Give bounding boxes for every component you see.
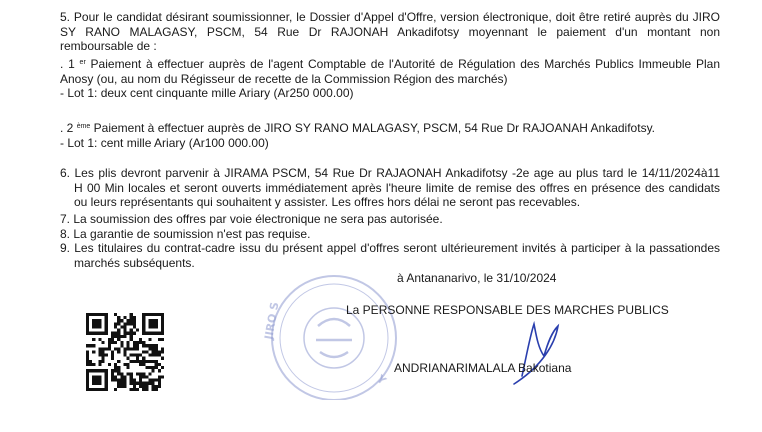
qr-module	[142, 388, 145, 391]
qr-module	[133, 347, 136, 350]
place-date: à Antananarivo, le 31/10/2024	[397, 271, 557, 285]
qr-module	[92, 319, 101, 328]
qr-module	[120, 382, 123, 385]
qr-code	[86, 313, 164, 391]
qr-module	[161, 350, 164, 353]
qr-module	[114, 379, 117, 382]
qr-module	[120, 379, 123, 382]
qr-module	[102, 360, 105, 363]
svg-text:JIRO S: JIRO S	[262, 301, 282, 341]
qr-module	[155, 354, 158, 357]
qr-module	[117, 329, 120, 332]
qr-module	[133, 319, 136, 322]
qr-module	[117, 360, 120, 363]
qr-module	[127, 344, 130, 347]
qr-module	[148, 372, 151, 375]
qr-module	[114, 366, 117, 369]
qr-module	[155, 379, 158, 382]
qr-module	[133, 341, 136, 344]
qr-module	[148, 319, 157, 328]
payment-1-lot: - Lot 1: deux cent cinquante mille Ariary (Ar250 000.00)	[60, 86, 354, 100]
payment-1-sup: er	[79, 59, 86, 66]
qr-module	[108, 363, 111, 366]
qr-module	[145, 366, 148, 369]
qr-module	[123, 316, 126, 319]
item-6	[60, 166, 720, 210]
qr-module	[130, 354, 133, 357]
qr-module	[145, 375, 148, 378]
qr-module	[117, 319, 120, 322]
qr-module	[133, 325, 136, 328]
qr-module	[114, 369, 117, 372]
qr-module	[130, 313, 133, 316]
qr-module	[130, 322, 133, 325]
qr-module	[127, 372, 130, 375]
qr-module	[117, 332, 120, 335]
qr-module	[152, 344, 155, 347]
qr-module	[92, 363, 95, 366]
qr-module	[117, 322, 120, 325]
qr-module	[117, 369, 120, 372]
payment-2	[60, 121, 720, 150]
qr-module	[139, 338, 142, 341]
qr-module	[155, 344, 158, 347]
qr-module	[123, 347, 126, 350]
payment-2-text: Paiement à effectuer auprès de JIRO SY RANO MALAGASY, PSCM, 54 Rue Dr RAJOANAH Ankadifotsy.	[93, 121, 656, 135]
qr-module	[152, 369, 155, 372]
qr-module	[102, 341, 105, 344]
qr-module	[139, 375, 142, 378]
qr-module	[148, 360, 151, 363]
qr-module	[86, 344, 89, 347]
qr-module	[114, 322, 117, 325]
qr-module	[114, 335, 117, 338]
qr-module	[127, 366, 130, 369]
qr-module	[152, 350, 155, 353]
qr-module	[133, 344, 136, 347]
qr-module	[133, 382, 136, 385]
qr-module	[98, 360, 101, 363]
qr-module	[133, 332, 136, 335]
qr-module	[130, 379, 133, 382]
qr-module	[98, 354, 101, 357]
payment-1-line-1	[60, 57, 720, 72]
qr-module	[117, 335, 120, 338]
qr-module	[123, 350, 126, 353]
item-9-line-2: marchés subséquents.	[74, 255, 195, 270]
qr-module	[136, 372, 139, 375]
qr-module	[161, 347, 164, 350]
qr-module	[142, 350, 145, 353]
qr-module	[92, 350, 95, 353]
qr-module	[142, 385, 145, 388]
qr-module	[130, 360, 133, 363]
qr-module	[133, 360, 136, 363]
qr-module	[139, 379, 142, 382]
qr-module	[136, 347, 139, 350]
qr-module	[155, 385, 158, 388]
qr-module	[120, 372, 123, 375]
qr-module	[155, 347, 158, 350]
qr-module	[158, 375, 161, 378]
qr-module	[123, 332, 126, 335]
qr-module	[86, 350, 89, 353]
qr-module	[123, 329, 126, 332]
qr-module	[130, 319, 133, 322]
qr-module	[120, 341, 123, 344]
qr-module	[120, 319, 123, 322]
qr-module	[161, 375, 164, 378]
qr-module	[130, 382, 133, 385]
qr-module	[123, 322, 126, 325]
qr-module	[111, 372, 114, 375]
qr-module	[152, 379, 155, 382]
qr-module	[86, 357, 89, 360]
qr-module	[111, 357, 114, 360]
qr-module	[148, 379, 151, 382]
qr-module	[152, 388, 155, 391]
qr-module	[114, 388, 117, 391]
qr-module	[111, 341, 114, 344]
handwritten-signature	[500, 318, 570, 388]
qr-module	[127, 357, 130, 360]
qr-module	[117, 347, 120, 350]
qr-module	[145, 344, 148, 347]
qr-module	[130, 332, 133, 335]
qr-module	[127, 363, 130, 366]
qr-module	[133, 379, 136, 382]
qr-module	[152, 360, 155, 363]
qr-module	[102, 350, 105, 353]
qr-module	[108, 347, 111, 350]
qr-module	[127, 332, 130, 335]
qr-module	[142, 360, 145, 363]
qr-module	[145, 350, 148, 353]
qr-module	[123, 354, 126, 357]
qr-module	[130, 335, 133, 338]
qr-module	[158, 363, 161, 366]
qr-module	[98, 350, 101, 353]
qr-module	[123, 375, 126, 378]
qr-module	[98, 347, 101, 350]
qr-module	[152, 366, 155, 369]
qr-module	[136, 360, 139, 363]
qr-module	[139, 360, 142, 363]
qr-module	[136, 329, 139, 332]
qr-module	[148, 366, 151, 369]
qr-module	[117, 379, 120, 382]
qr-module	[98, 363, 101, 366]
qr-module	[123, 335, 126, 338]
qr-module	[152, 347, 155, 350]
qr-module	[127, 322, 130, 325]
qr-module	[111, 375, 114, 378]
qr-module	[127, 319, 130, 322]
qr-module	[152, 385, 155, 388]
qr-module	[92, 338, 95, 341]
qr-module	[142, 363, 145, 366]
payment-1-line-2: Anosy (ou, au nom du Régisseur de recette de la Commission Région des marchés)	[60, 71, 508, 86]
payment-1-text: Paiement à effectuer auprès de l'agent Comptable de l'Autorité de Régulation des Marchés Publics Immeuble Plan	[90, 57, 720, 71]
qr-module	[117, 338, 120, 341]
qr-module	[148, 338, 151, 341]
qr-module	[133, 322, 136, 325]
qr-module	[108, 341, 111, 344]
item-5-line-3: remboursable de :	[60, 39, 157, 53]
qr-module	[145, 360, 148, 363]
qr-module	[148, 354, 151, 357]
payment-2-prefix: . 2	[60, 121, 74, 135]
qr-module	[89, 360, 92, 363]
qr-module	[120, 344, 123, 347]
qr-module	[142, 375, 145, 378]
item-7-9	[60, 212, 720, 270]
qr-module	[148, 382, 151, 385]
payment-1-prefix: . 1	[60, 57, 75, 71]
qr-module	[161, 338, 164, 341]
qr-module	[86, 363, 89, 366]
qr-module	[111, 354, 114, 357]
qr-module	[123, 379, 126, 382]
qr-module	[139, 372, 142, 375]
qr-module	[158, 369, 161, 372]
qr-module	[158, 354, 161, 357]
qr-module	[86, 354, 89, 357]
signatory-name: ANDRIANARIMALALA Bakotiana	[394, 361, 572, 375]
qr-module	[130, 338, 133, 341]
item-5-line-2: SY RANO MALAGASY, PSCM, 54 Rue Dr RAJONAH Ankadifotsy moyennant le paiement d'un montant non	[60, 24, 720, 39]
payment-2-line-1	[60, 121, 720, 136]
qr-module	[120, 325, 123, 328]
qr-module	[120, 375, 123, 378]
qr-module	[114, 332, 117, 335]
item-5-line-1: 5. Pour le candidat désirant soumissionner, le Dossier d'Appel d'Offre, version électronique, doit être retiré auprès du JIRO	[60, 10, 720, 24]
qr-module	[142, 382, 145, 385]
qr-module	[142, 357, 145, 360]
payment-2-lot: - Lot 1: cent mille Ariary (Ar100 000.00)	[60, 135, 269, 150]
qr-module	[139, 363, 142, 366]
item-5	[60, 10, 720, 54]
item-7: 7. La soumission des offres par voie électronique ne sera pas autorisée.	[60, 212, 443, 226]
qr-module	[158, 338, 161, 341]
qr-module	[123, 325, 126, 328]
qr-module	[136, 344, 139, 347]
qr-module	[89, 344, 92, 347]
qr-module	[92, 344, 95, 347]
item-8: 8. La garantie de soumission n'est pas requise.	[60, 226, 311, 241]
qr-module	[142, 372, 145, 375]
qr-module	[114, 341, 117, 344]
qr-module	[136, 382, 139, 385]
qr-module	[117, 382, 120, 385]
qr-module	[117, 385, 120, 388]
qr-module	[102, 354, 105, 357]
payment-1	[60, 57, 720, 101]
qr-module	[117, 372, 120, 375]
qr-module	[155, 366, 158, 369]
qr-module	[133, 354, 136, 357]
qr-module	[161, 366, 164, 369]
qr-module	[111, 335, 114, 338]
qr-module	[145, 385, 148, 388]
qr-module	[111, 338, 114, 341]
qr-module	[98, 338, 101, 341]
qr-module	[114, 313, 117, 316]
svg-text:Y: Y	[374, 372, 389, 388]
qr-module	[139, 341, 142, 344]
qr-module	[136, 388, 139, 391]
qr-module	[111, 332, 114, 335]
qr-module	[130, 329, 133, 332]
qr-module	[155, 350, 158, 353]
qr-module	[123, 385, 126, 388]
qr-module	[89, 363, 92, 366]
qr-module	[111, 369, 114, 372]
qr-module	[145, 388, 148, 391]
qr-module	[123, 382, 126, 385]
qr-module	[152, 382, 155, 385]
qr-module	[108, 338, 111, 341]
item-6-line-1: 6. Les plis devront parvenir à JIRAMA PSCM, 54 Rue Dr RAJAONAH Ankadifotsy -2e age au plus tard le 14/11/2024à11	[60, 166, 720, 180]
qr-module	[114, 363, 117, 366]
signatory-title: La PERSONNE RESPONSABLE DES MARCHES PUBLICS	[346, 303, 669, 317]
qr-module	[155, 363, 158, 366]
qr-module	[130, 375, 133, 378]
qr-module	[139, 382, 142, 385]
qr-module	[102, 347, 105, 350]
qr-module	[155, 360, 158, 363]
qr-module	[111, 350, 114, 353]
qr-module	[114, 375, 117, 378]
qr-module	[133, 388, 136, 391]
qr-module	[102, 357, 105, 360]
qr-module	[148, 344, 151, 347]
qr-module	[114, 325, 117, 328]
qr-module	[108, 344, 111, 347]
qr-module	[158, 385, 161, 388]
qr-module	[105, 354, 108, 357]
qr-module	[158, 350, 161, 353]
qr-module	[139, 385, 142, 388]
qr-module	[139, 354, 142, 357]
qr-module	[117, 366, 120, 369]
qr-module	[86, 360, 89, 363]
qr-module	[114, 347, 117, 350]
qr-module	[111, 379, 114, 382]
item-6-line-3: ou leurs représentants qui souhaitent y assister. Les offres hors délai ne seront pas recevables.	[74, 195, 581, 209]
qr-module	[161, 357, 164, 360]
qr-module	[127, 341, 130, 344]
item-9-line-1: 9. Les titulaires du contrat-cadre issu du présent appel d'offres seront ultérieurement invités à participer à la passationdes	[60, 241, 720, 255]
qr-module	[145, 382, 148, 385]
qr-module	[136, 354, 139, 357]
qr-module	[142, 341, 145, 344]
qr-module	[136, 357, 139, 360]
qr-module	[133, 385, 136, 388]
qr-module	[148, 347, 151, 350]
qr-module	[117, 316, 120, 319]
qr-module	[130, 388, 133, 391]
qr-module	[136, 341, 139, 344]
official-stamp	[258, 268, 408, 400]
qr-module	[120, 335, 123, 338]
qr-module	[127, 347, 130, 350]
qr-module	[130, 372, 133, 375]
qr-module	[117, 350, 120, 353]
qr-module	[130, 347, 133, 350]
qr-module	[152, 354, 155, 357]
qr-module	[130, 316, 133, 319]
qr-module	[92, 375, 101, 384]
qr-module	[142, 344, 145, 347]
qr-module	[155, 388, 158, 391]
qr-module	[105, 347, 108, 350]
qr-module	[158, 379, 161, 382]
item-6-line-2: H 00 Min locales et seront ouverts immédiatement après l'heure limite de remise des offres en présence des candidats	[74, 180, 720, 195]
qr-module	[133, 316, 136, 319]
qr-module	[123, 363, 126, 366]
payment-2-sup: ème	[76, 123, 91, 130]
qr-module	[120, 385, 123, 388]
qr-module	[158, 382, 161, 385]
